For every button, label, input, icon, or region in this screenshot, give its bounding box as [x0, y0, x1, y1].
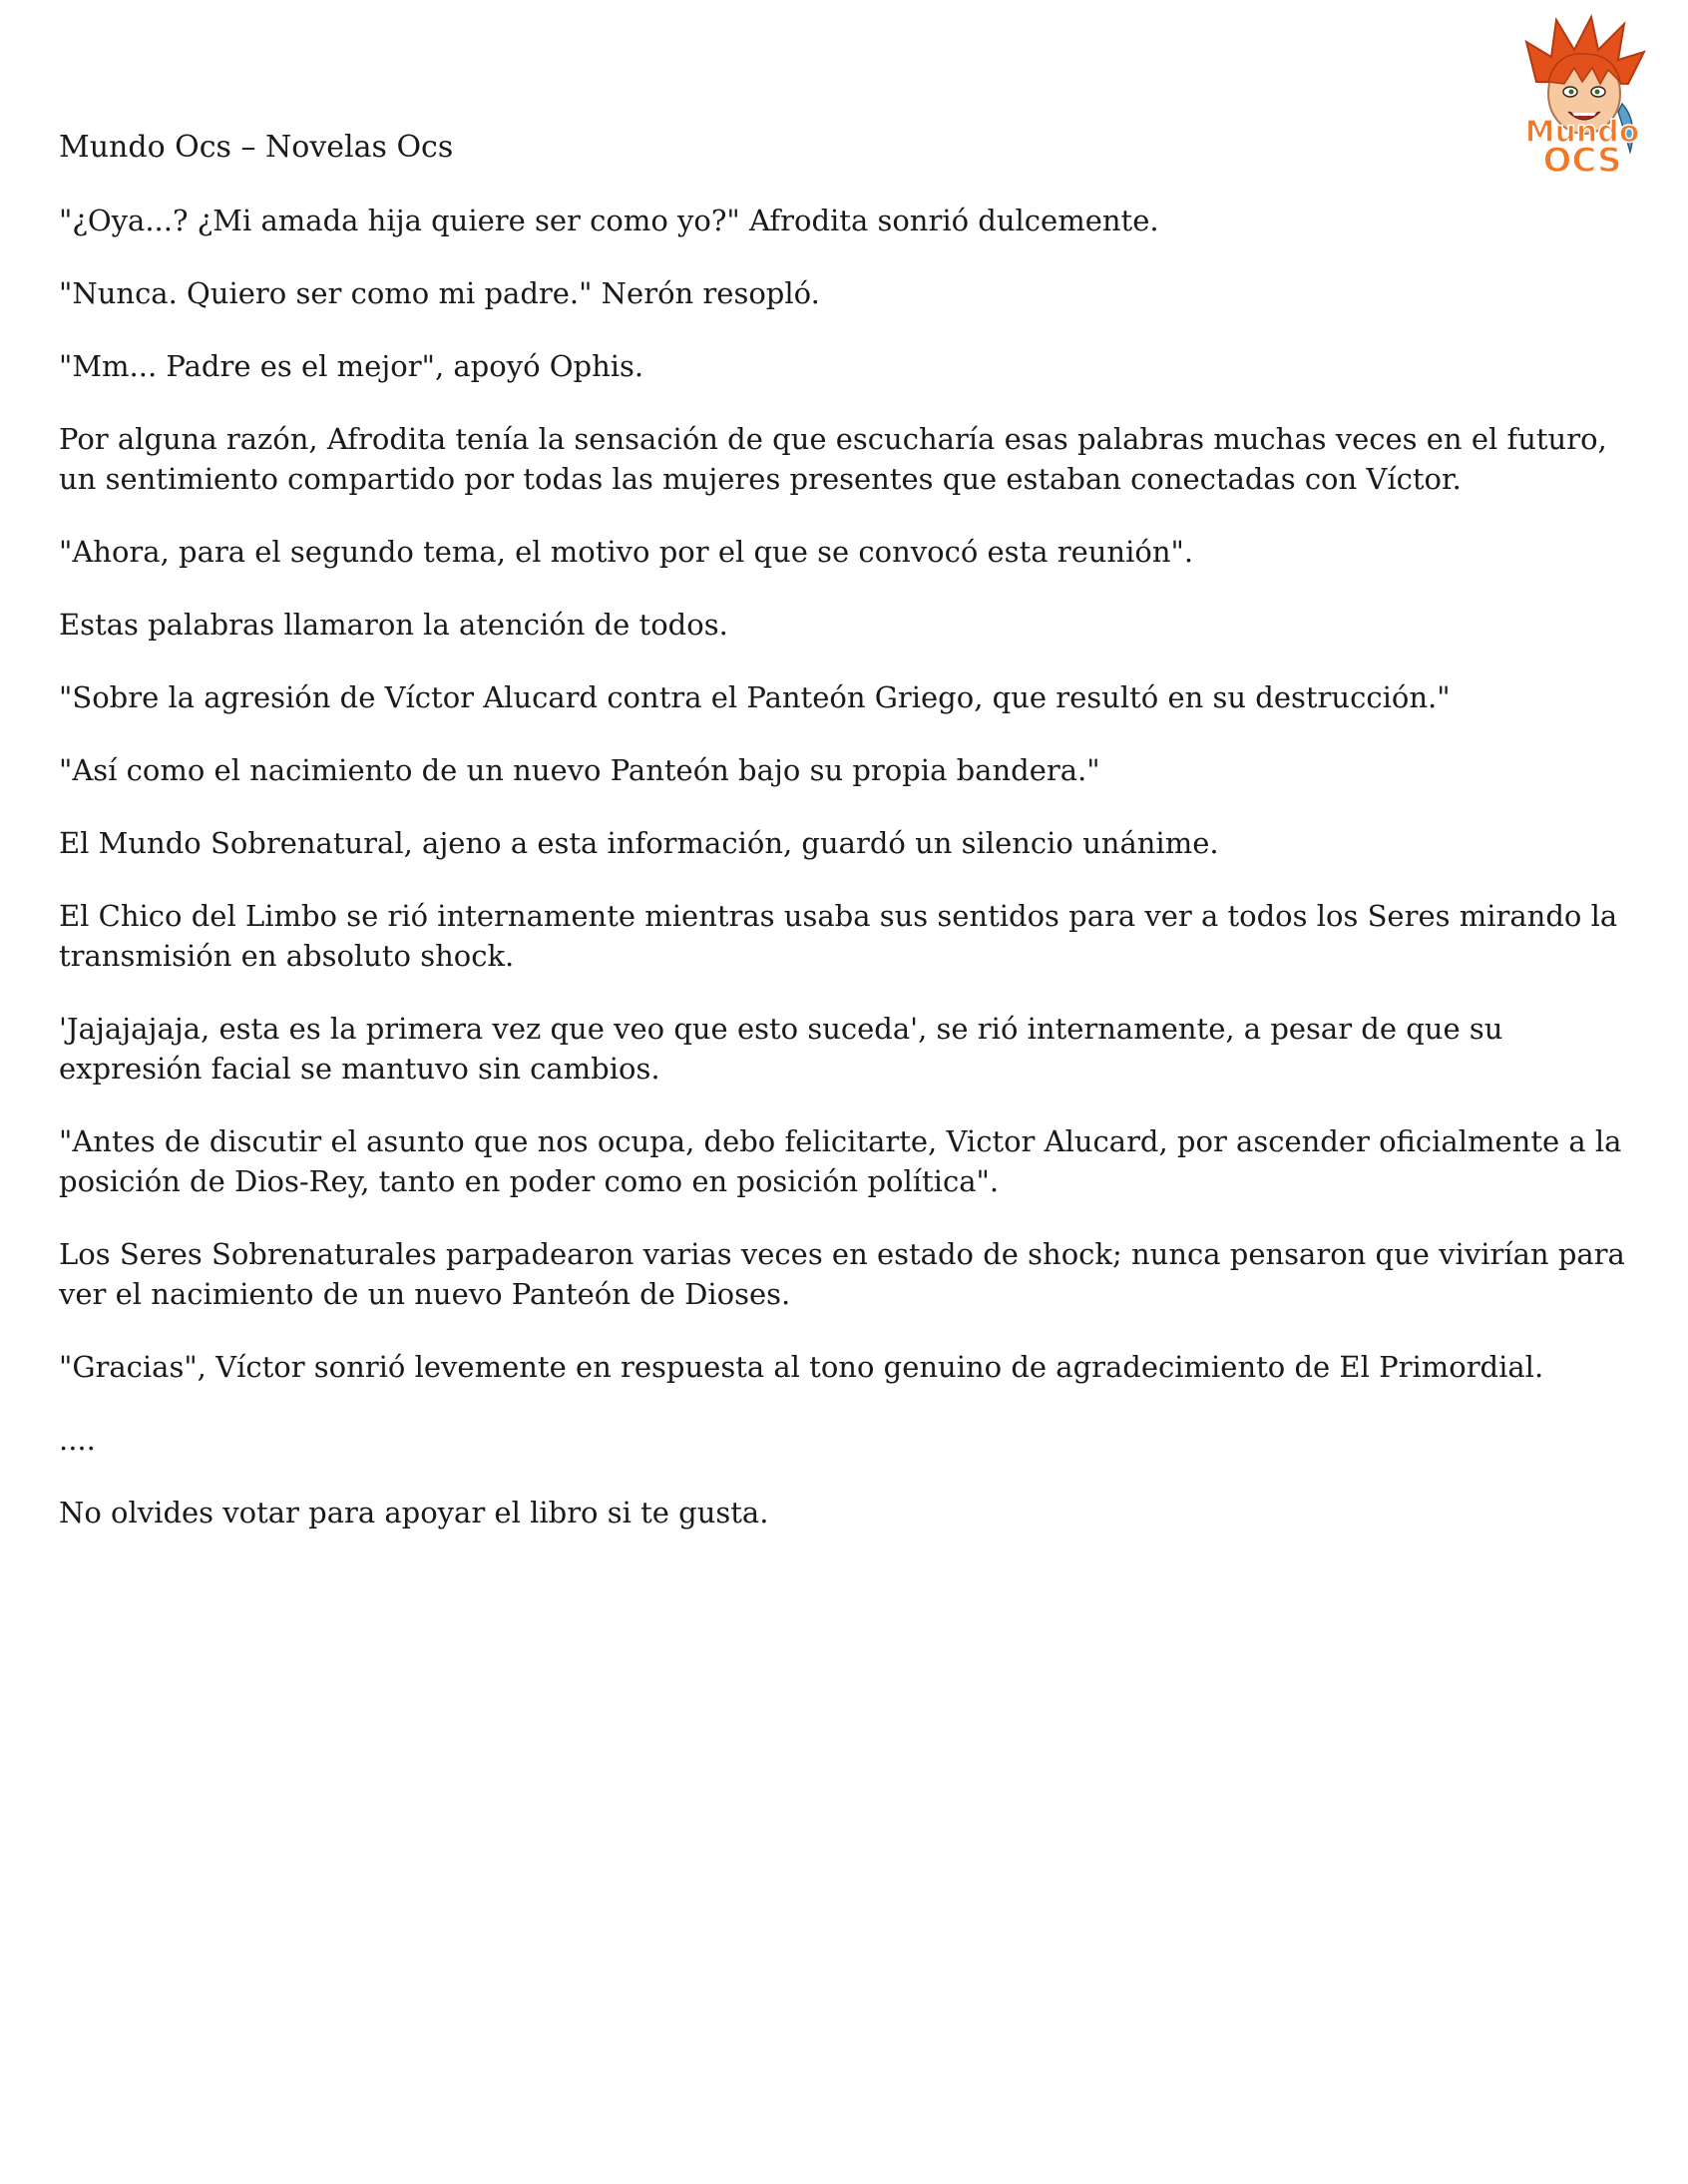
paragraph: "Ahora, para el segundo tema, el motivo por el que se convocó esta reunión". [59, 535, 1194, 569]
paragraph: "Gracias", Víctor sonrió levemente en respuesta al tono genuino de agradecimiento de El Primordial. [59, 1350, 1544, 1384]
mundo-ocs-logo [1496, 12, 1668, 182]
paragraph-vote-reminder: No olvides votar para apoyar el libro si te gusta. [59, 1496, 769, 1529]
paragraph: El Mundo Sobrenatural, ajeno a esta información, guardó un silencio unánime. [59, 826, 1219, 860]
paragraph: "Mm... Padre es el mejor", apoyó Ophis. [59, 349, 644, 383]
paragraph: "Nunca. Quiero ser como mi padre." Nerón resopló. [59, 276, 820, 310]
logo-text-top: Mundo [1524, 115, 1640, 150]
paragraph-separator: .... [59, 1423, 96, 1457]
logo-face-icon [1496, 12, 1668, 182]
paragraph: "Sobre la agresión de Víctor Alucard contra el Panteón Griego, que resultó en su destrucción." [59, 680, 1451, 714]
paragraph: "¿Oya...? ¿Mi amada hija quiere ser como yo?" Afrodita sonrió dulcemente. [59, 204, 1159, 237]
paragraph: Por alguna razón, Afrodita tenía la sensación de que escucharía esas palabras muchas veces en el futuro, un sentimiento compartido por todas las mujeres presentes que estaban conectadas con Víctor. [59, 422, 1607, 496]
paragraph: El Chico del Limbo se rió internamente mientras usaba sus sentidos para ver a todos los Seres mirando la transmisión en absoluto shock. [59, 899, 1618, 973]
paragraph: "Antes de discutir el asunto que nos ocupa, debo felicitarte, Victor Alucard, por ascender oficialmente a la posición de Dios-Rey, tanto en poder como en posición política". [59, 1124, 1622, 1198]
logo-text-bottom: OCS [1542, 141, 1622, 181]
paragraph: 'Jajajajaja, esta es la primera vez que veo que esto suceda', se rió internamente, a pesar de que su expresión facial se mantuvo sin cambios. [59, 1012, 1503, 1086]
site-title: Mundo Ocs – Novelas Ocs [59, 130, 454, 165]
chapter-body [59, 201, 1645, 1565]
paragraph: Estas palabras llamaron la atención de todos. [59, 608, 728, 642]
paragraph: "Así como el nacimiento de un nuevo Panteón bajo su propia bandera." [59, 753, 1100, 787]
paragraph: Los Seres Sobrenaturales parpadearon varias veces en estado de shock; nunca pensaron que vivirían para ver el nacimiento de un nuevo Panteón de Dioses. [59, 1237, 1625, 1311]
